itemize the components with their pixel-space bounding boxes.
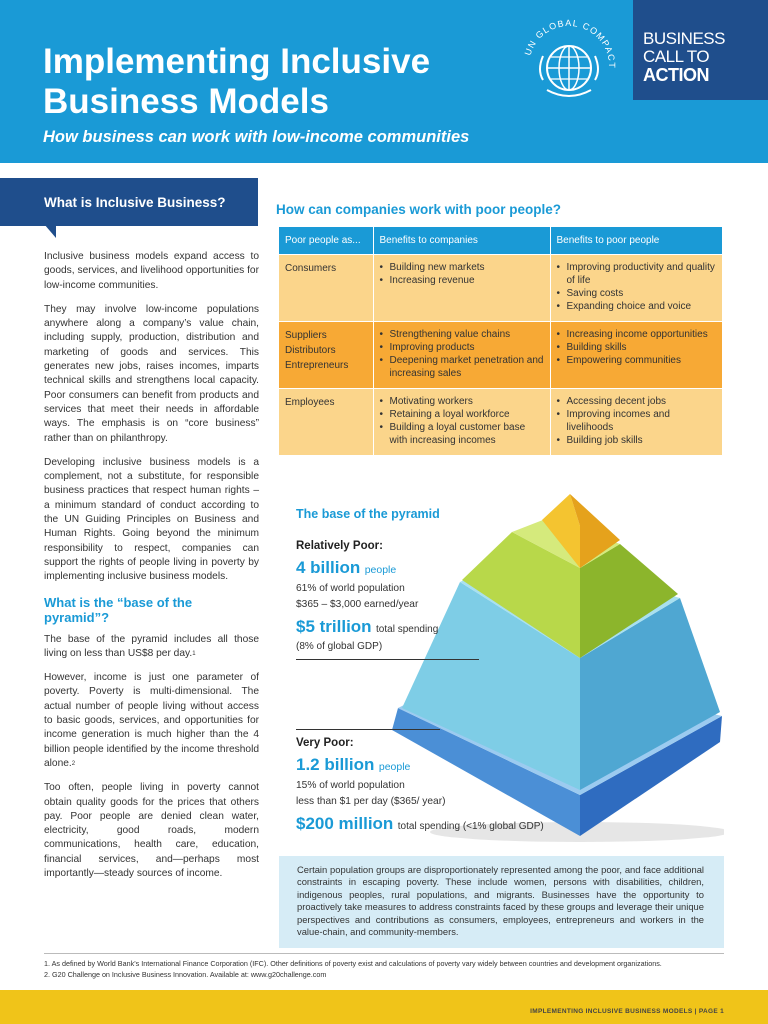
business-call-to-action-logo — [633, 0, 768, 100]
list-item: • Building job skills — [557, 434, 717, 447]
list-item: • Retaining a loyal workforce — [380, 408, 544, 421]
table-row — [279, 388, 723, 455]
very-poor-income: less than $1 per day ($365/ year) — [296, 796, 446, 807]
table-row — [279, 321, 723, 388]
paragraph-5 — [44, 671, 259, 771]
footnote-2: 2. G20 Challenge on Inclusive Business Innovation. Available at: www.g20challenge.com — [44, 970, 327, 979]
relatively-poor-spending — [296, 617, 438, 637]
list-item: • Accessing decent jobs — [557, 395, 717, 408]
table-header: Benefits to poor people — [550, 227, 723, 254]
list-item: • Building skills — [557, 341, 717, 354]
relatively-poor-spend-unit: total spending — [376, 624, 439, 635]
ungc-logo-text: UN GLOBAL COMPACT — [522, 17, 618, 70]
very-poor-count — [296, 755, 410, 775]
footnote-1: 1. As defined by World Bank’s International Finance Corporation (IFC). Other definitions of poverty exist and calculations of poverty vary widely between countries and development organizations. — [44, 959, 662, 968]
footnotes — [44, 958, 734, 980]
page-subtitle: How business can work with low-income communities — [43, 128, 470, 146]
relatively-poor-gdp: (8% of global GDP) — [296, 641, 383, 652]
table-header: Benefits to companies — [373, 227, 550, 254]
relatively-poor-share: 61% of world population — [296, 583, 405, 594]
relatively-poor-spend-value: $5 trillion — [296, 617, 372, 636]
list-item: • Building a loyal customer base with increasing incomes — [380, 421, 544, 447]
list-item: • Strengthening value chains — [380, 328, 544, 341]
divider — [296, 729, 440, 730]
table-header: Poor people as... — [279, 227, 373, 254]
group-label: Distributors — [285, 344, 336, 356]
paragraph-3: Developing inclusive business models is a complement, not a substitute, for responsible business practices that respect human rights – a minimum standard of conduct according to the UN Guiding Principles on Business and Human Rights. Going beyond the minimum responsibility to respect, companies can support the rights of people living in poverty by implementing inclusive business models. — [44, 456, 259, 583]
list-item: • Improving incomes and livelihoods — [557, 408, 717, 434]
table-cell-companies — [373, 321, 550, 388]
left-column — [44, 250, 259, 891]
very-poor-share: 15% of world population — [296, 780, 405, 791]
paragraph-4 — [44, 633, 259, 662]
section-title-tab — [44, 224, 56, 238]
title-line-1: Implementing Inclusive — [43, 42, 431, 81]
paragraph-6: Too often, people living in poverty cannot obtain quality goods for the prices that others pay. Poor people are denied clean water, electricity, good roads, modern communications, health care, education, financial services, and—perhaps most importantly—steady sources of income. — [44, 782, 259, 879]
table-heading: How can companies work with poor people? — [276, 202, 562, 217]
paragraph-1: Inclusive business models expand access to goods, services, and livelihood opportunities for low-income communities. — [44, 251, 259, 291]
title-line-2: Business Models — [43, 82, 329, 121]
table-cell-poor — [550, 321, 723, 388]
bcta-line-1: BUSINESS — [643, 29, 725, 48]
list-item: • Saving costs — [557, 287, 717, 300]
list-item: • Increasing income opportunities — [557, 328, 717, 341]
paragraph-5-text: However, income is just one parameter of poverty. Poverty is multi-dimensional. The actual number of people living without access to basic goods, services, and opportunities for income generation is much higher than the 4 billion people identified by the income threshold alone. — [44, 672, 259, 769]
relatively-poor-label: Relatively Poor: — [296, 540, 383, 552]
header-banner — [0, 0, 768, 163]
footnote-ref-2: 2 — [71, 760, 76, 767]
table-header-row — [279, 227, 723, 254]
footnote-ref-1: 1 — [192, 650, 196, 657]
table-cell-poor — [550, 254, 723, 321]
paragraph-4-text: The base of the pyramid includes all those living on less than US$8 per day. — [44, 633, 259, 659]
group-label: Consumers — [285, 262, 337, 274]
list-item: • Improving productivity and quality of life — [557, 261, 717, 287]
footer-page-label: IMPLEMENTING INCLUSIVE BUSINESS MODELS | PAGE 1 — [530, 1008, 724, 1015]
footnote-divider — [44, 953, 724, 954]
footer-bar — [0, 990, 768, 1024]
section-title-inclusive-business: What is Inclusive Business? — [0, 178, 258, 226]
list-item: • Improving products — [380, 341, 544, 354]
relatively-poor-number: 4 billion — [296, 558, 361, 577]
relatively-poor-income: $365 – $3,000 earned/year — [296, 599, 419, 610]
table-cell-group — [279, 388, 373, 455]
bcta-line-2: CALL TO — [643, 47, 710, 66]
relatively-poor-unit: people — [364, 564, 397, 576]
table-row — [279, 254, 723, 321]
very-poor-spending — [296, 814, 544, 834]
list-item: • Empowering communities — [557, 354, 717, 367]
very-poor-spend-unit: total spending (<1% global GDP) — [397, 821, 544, 832]
un-global-compact-logo-icon — [515, 10, 623, 106]
group-label: Entrepreneurs — [285, 359, 349, 371]
benefits-table — [279, 227, 723, 455]
table-cell-group — [279, 254, 373, 321]
group-label: Suppliers — [285, 329, 327, 341]
very-poor-label: Very Poor: — [296, 737, 354, 749]
svg-text:UN GLOBAL COMPACT — [523, 18, 617, 69]
bcta-line-3: ACTION — [643, 65, 709, 85]
very-poor-spend-value: $200 million — [296, 814, 394, 833]
list-item: • Building new markets — [380, 261, 544, 274]
paragraph-2: They may involve low-income populations anywhere along a company’s value chain, including supply, production, distribution and marketing of goods and services. This generates new jobs, raises incomes, imparts technical skills and strengthens local capacity. Poor consumers can benefit from products and services that meet their needs in affordable ways. The emphasis is on “core business” rather than on philanthropy. — [44, 303, 259, 444]
page-title — [43, 42, 483, 122]
heading-base-of-pyramid: What is the “base of the pyramid”? — [44, 594, 193, 625]
table-cell-companies — [373, 254, 550, 321]
list-item: • Motivating workers — [380, 395, 544, 408]
list-item: • Expanding choice and voice — [557, 300, 717, 313]
list-item: • Deepening market penetration and increasing sales — [380, 354, 544, 380]
divider — [296, 659, 479, 660]
list-item: • Increasing revenue — [380, 274, 544, 287]
table-cell-group — [279, 321, 373, 388]
group-label: Employees — [285, 396, 335, 408]
very-poor-unit: people — [378, 761, 411, 773]
pyramid-title: The base of the pyramid — [296, 507, 440, 521]
table-cell-companies — [373, 388, 550, 455]
info-box: Certain population groups are disproportionately represented among the poor, and face additional constraints in escaping poverty. These include women, persons with disabilities, children, indigenous peoples, rural populations, and migrants. Businesses have the opportunity to proactively take measures to address constraints faced by these groups and leverage their unique perspectives and contributions as consumers, employees, entrepreneurs and workers in the value-chain, and community-members. — [279, 856, 724, 948]
very-poor-number: 1.2 billion — [296, 755, 375, 774]
table-cell-poor — [550, 388, 723, 455]
relatively-poor-count — [296, 558, 396, 578]
